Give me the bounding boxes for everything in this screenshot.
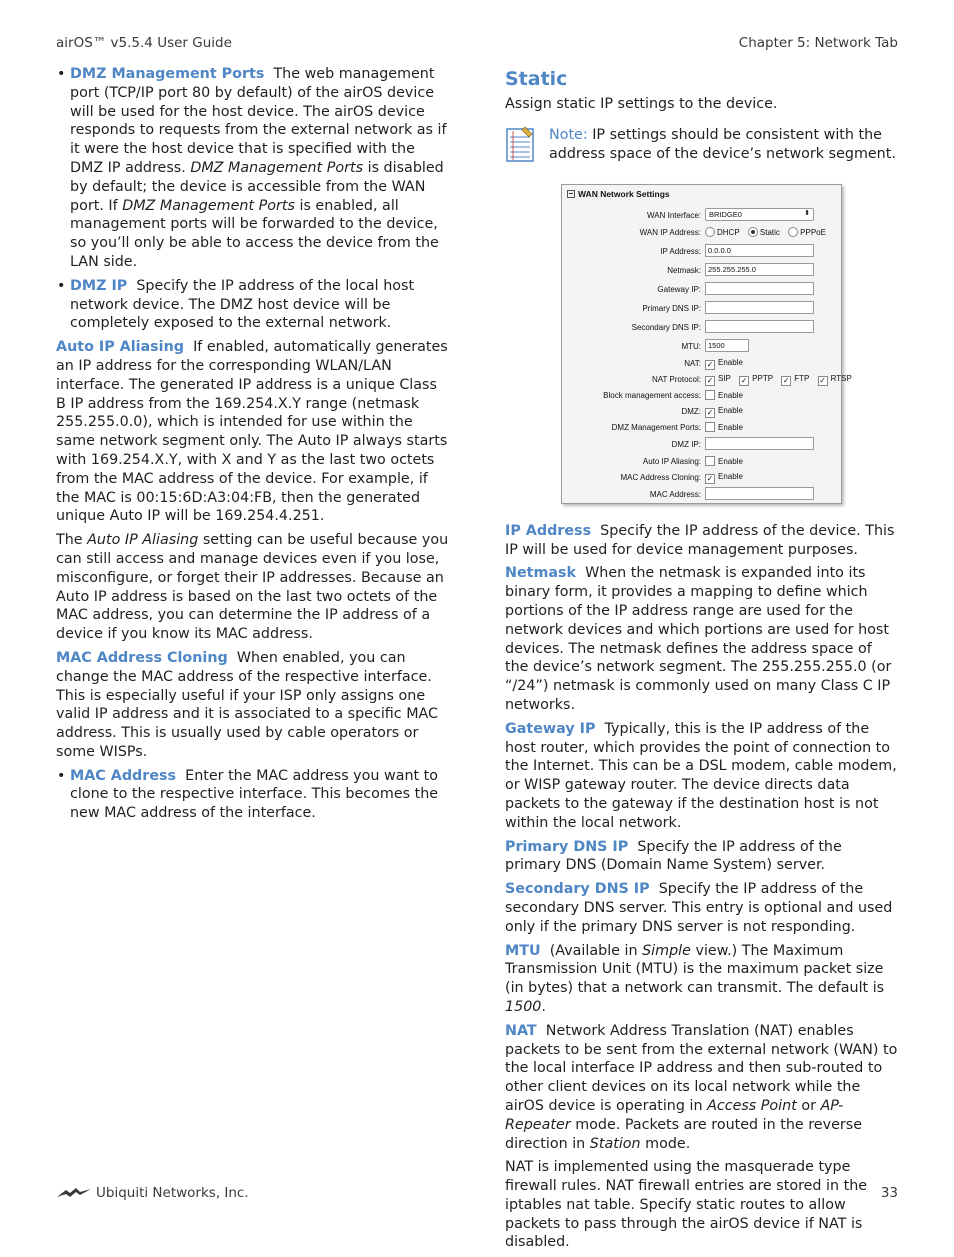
- static-intro: Assign static IP settings to the device.: [505, 96, 778, 112]
- nat-ftp-checkbox[interactable]: ✓: [782, 375, 790, 385]
- mac-cloning-checkbox[interactable]: ✓: [706, 473, 714, 483]
- term-ip-address: IP Address: [505, 522, 592, 539]
- left-column: [56, 65, 450, 828]
- collapse-icon[interactable]: [567, 190, 575, 198]
- mtu-input[interactable]: 1500: [705, 339, 749, 352]
- right-column: [505, 65, 899, 1257]
- dmz-ip-input[interactable]: [705, 437, 814, 450]
- paragraph-nat: NAT Network Address Translation (NAT) enables packets to be sent from the external network (WAN) to the local interface IP address and then sub-routed to other client devices on its local network while the airOS device is operating in Access Point or AP-Repeater mode. Packets are routed in the reverse direction in Station mode.: [505, 1022, 898, 1152]
- row-mac-cloning: MAC Address Cloning: ✓ Enable: [620, 471, 743, 483]
- paragraph-primary-dns: Primary DNS IP Specify the IP address of the primary DNS (Domain Name System) server.: [505, 838, 842, 874]
- paragraph-gateway-ip: Gateway IP Typically, this is the IP address of the host router, which provides the point of connection to the Internet. This can be a DSL modem, cable modem, or WISP gateway router. The device directs data packets to the gateway if the destination host is not within the local network.: [505, 720, 897, 831]
- list-item-mac-address: • MAC Address Enter the MAC address you want to clone to the respective interface. This becomes the new MAC address of the interface.: [57, 767, 439, 822]
- bullet-icon: •: [57, 767, 66, 784]
- primary-dns-input[interactable]: [705, 301, 814, 314]
- wan-interface-select[interactable]: BRIDGE0 ⬍: [705, 208, 814, 221]
- wan-network-settings-panel: [561, 184, 852, 504]
- radio-static[interactable]: [748, 227, 758, 237]
- paragraph-mac-address-cloning: MAC Address Cloning When enabled, you can change the MAC address of the respective interface. This is especially useful if your ISP only assigns one valid IP address and it is associated to a specific MAC address. This is usually used by cable operators or some WISPs.: [56, 649, 439, 760]
- list-item-dmz-management-ports: • DMZ Management Ports The web management port (TCP/IP port 80 by default) of the airOS device will be used for the host device. The airOS device responds to requests from the external network as if it were the host device that is specified with the DMZ IP address. DMZ Management Ports is disabled by default; the device is accessible from the WAN port. If DMZ Management Ports is enabled, all management ports will be forwarded to the device, so you’ll only be able to access the device from the LAN side.: [57, 66, 447, 270]
- row-secondary-dns: Secondary DNS IP:: [562, 320, 841, 336]
- row-dmz-ip: DMZ IP:: [562, 437, 841, 453]
- term-dmz-ip: DMZ IP: [70, 277, 128, 294]
- radio-pppoe[interactable]: [788, 227, 798, 237]
- radio-dhcp[interactable]: [705, 227, 715, 237]
- nat-checkbox[interactable]: ✓: [706, 359, 714, 369]
- term-primary-dns: Primary DNS IP: [505, 838, 629, 855]
- row-ip-address: IP Address: 0.0.0.0: [562, 244, 841, 260]
- term-mtu: MTU: [505, 942, 541, 959]
- gateway-ip-input[interactable]: [705, 282, 814, 295]
- row-dmz-management-ports: DMZ Management Ports: Enable: [611, 422, 743, 432]
- footer-company: Ubiquiti Networks, Inc.: [56, 1184, 249, 1203]
- row-block-management: Block management access: Enable: [603, 390, 743, 400]
- paragraph-secondary-dns: Secondary DNS IP Specify the IP address of the secondary DNS server. This entry is optional and used only if the primary DNS server is not responding.: [505, 881, 893, 935]
- select-arrows-icon: ⬍: [804, 209, 810, 217]
- note-text: IP settings should be consistent with the address space of the device’s network segment.: [549, 126, 896, 162]
- row-nat: NAT: ✓ Enable: [684, 357, 743, 369]
- paragraph-auto-ip-aliasing: Auto IP Aliasing If enabled, automatically generates an IP address for the corresponding WLAN/LAN interface. The generated IP address is a unique Class B IP address from the 169.254.X.Y range (netmask 255.255.0.0), which is intended for use within the same network segment only. The Auto IP always starts with 169.254.X.Y, with X and Y as the last two octets from the MAC address of the device. For example, if the MAC is 00:15:6D:A3:04:FB, then the generated unique Auto IP will be 169.254.4.251.: [56, 339, 448, 525]
- bullet-icon: •: [57, 277, 66, 294]
- header-guide-title: airOS™ v5.5.4 User Guide: [56, 35, 232, 51]
- paragraph-auto-ip-usefulness: The Auto IP Aliasing setting can be useful because you can still access and manage devices even if you lose, misconfigure, or forget their IP addresses. Because an Auto IP address is based on the last two octets of the MAC address, you can determine the IP address of a device if you know its MAC address.: [56, 532, 449, 643]
- section-heading-static: Static: [505, 68, 568, 90]
- block-management-checkbox[interactable]: [705, 390, 715, 400]
- row-wan-interface: WAN Interface: BRIDGE0 ⬍: [562, 208, 841, 224]
- ubiquiti-logo-icon: [56, 1187, 92, 1199]
- term-mac-address: MAC Address: [70, 767, 177, 784]
- secondary-dns-input[interactable]: [705, 320, 814, 333]
- term-nat: NAT: [505, 1022, 537, 1039]
- list-item-dmz-ip: • DMZ IP Specify the IP address of the local host network device. The DMZ host device will be completely exposed to the external network.: [57, 277, 415, 332]
- row-netmask: Netmask: 255.255.255.0: [562, 263, 841, 279]
- row-mac-address: MAC Address:: [562, 487, 841, 503]
- paragraph-nat-implementation: NAT is implemented using the masquerade type firewall rules. NAT firewall entries are stored in the iptables nat table. Specify static routes to allow packets to pass through the airOS device if NAT is disabled.: [505, 1159, 868, 1251]
- bullet-icon: •: [57, 66, 66, 82]
- row-auto-ip-aliasing: Auto IP Aliasing: Enable: [642, 456, 743, 466]
- page-number: 33: [880, 1185, 898, 1201]
- row-wan-ip-address: WAN IP Address: DHCP Static PPPoE: [639, 227, 826, 237]
- term-dmz-management-ports: DMZ Management Ports: [70, 66, 265, 82]
- nat-rtsp-checkbox[interactable]: ✓: [819, 375, 826, 385]
- row-primary-dns: Primary DNS IP:: [562, 301, 841, 317]
- nat-pptp-checkbox[interactable]: ✓: [740, 375, 748, 385]
- term-gateway-ip: Gateway IP: [505, 720, 596, 737]
- note-label: Note:: [549, 126, 588, 143]
- nat-sip-checkbox[interactable]: ✓: [706, 375, 714, 385]
- term-mac-address-cloning: MAC Address Cloning: [56, 649, 228, 666]
- mac-address-input[interactable]: [705, 487, 814, 500]
- term-secondary-dns: Secondary DNS IP: [505, 881, 650, 898]
- row-mtu: MTU: 1500: [562, 339, 841, 355]
- term-auto-ip-aliasing: Auto IP Aliasing: [56, 339, 184, 356]
- row-nat-protocol: NAT Protocol: ✓ SIP ✓ PPTP ✓ FTP ✓ RTSP: [651, 373, 852, 385]
- dmz-checkbox[interactable]: ✓: [706, 407, 714, 417]
- notepad-icon: [505, 126, 535, 162]
- panel-title: WAN Network Settings: [567, 189, 670, 199]
- ip-address-input[interactable]: 0.0.0.0: [705, 244, 814, 257]
- paragraph-ip-address: IP Address Specify the IP address of the device. This IP will be used for device management purposes.: [505, 522, 895, 558]
- paragraph-netmask: Netmask When the netmask is expanded into its binary form, it provides a mapping to define which portions of the IP address range are used for the network devices and which portions are used for host devices. The netmask defines the address space of the device’s network segment. The 255.255.255.0 (or “/24”) netmask is commonly used on many Class C IP networks.: [505, 565, 892, 713]
- paragraph-mtu: MTU (Available in Simple view.) The Maximum Transmission Unit (MTU) is the maximum packet size (in bytes) that a network can transmit. The default is 1500.: [505, 942, 885, 1015]
- netmask-input[interactable]: 255.255.255.0: [705, 263, 814, 276]
- note-box: [505, 126, 899, 166]
- dmz-management-ports-checkbox[interactable]: [705, 422, 715, 432]
- term-netmask: Netmask: [505, 565, 577, 582]
- header-chapter: Chapter 5: Network Tab: [738, 35, 898, 51]
- row-gateway-ip: Gateway IP:: [562, 282, 841, 298]
- row-dmz: DMZ: ✓ Enable: [681, 405, 743, 417]
- auto-ip-aliasing-checkbox[interactable]: [705, 456, 715, 466]
